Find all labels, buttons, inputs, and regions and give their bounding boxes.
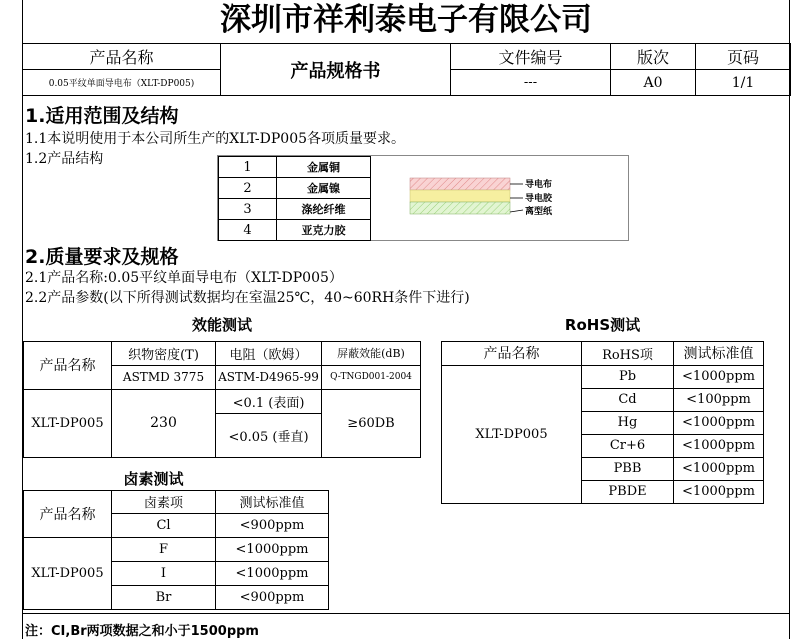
structure-table: [218, 156, 371, 241]
spec-title: 产品规格书: [221, 44, 451, 96]
layer-name: 金属镍: [277, 178, 371, 199]
rohs-item: Cd: [582, 388, 674, 411]
rohs-product: XLT-DP005: [442, 365, 582, 503]
rohs-header-standard: 测试标准值: [674, 341, 764, 365]
label-cloth: 导电布: [525, 180, 553, 190]
section2-line1: 2.1产品名称:0.05平纹单面导电布（XLT-DP005）: [25, 270, 343, 286]
halogen-value: <1000ppm: [216, 537, 329, 561]
rohs-value: <1000ppm: [674, 411, 764, 434]
halogen-item: F: [112, 537, 216, 561]
rohs-item: Cr+6: [582, 434, 674, 457]
section1-line1: 1.1本说明使用于本公司所生产的XLT-DP005各项质量要求。: [25, 131, 406, 147]
version-label: 版次: [611, 44, 696, 70]
layer-name: 金属铜: [277, 157, 371, 178]
halogen-header-product: 产品名称: [24, 490, 112, 537]
halogen-header-item: 卤素项: [112, 490, 216, 513]
halogen-value: <900ppm: [216, 585, 329, 609]
perf-header-shielding: 屏蔽效能(dB): [322, 341, 421, 365]
company-title: 深圳市祥利泰电子有限公司: [220, 2, 592, 38]
perf-res-vertical: <0.05 (垂直): [216, 413, 322, 457]
note-text: 注：CI,Br两项数据之和小于1500ppm: [25, 624, 259, 639]
halogen-item: Br: [112, 585, 216, 609]
halogen-title: 卤素测试: [123, 469, 184, 488]
section1-title: 1.适用范围及结构: [25, 105, 179, 127]
section2-title: 2.质量要求及规格: [25, 246, 179, 268]
layer-diagram: [405, 172, 585, 222]
rohs-value: <1000ppm: [674, 480, 764, 503]
perf-product: XLT-DP005: [24, 389, 112, 457]
perf-header-resistance: 电阻（欧姆）: [216, 341, 322, 365]
performance-title: 效能测试: [24, 308, 421, 341]
perf-header-density: 织物密度(T): [112, 341, 216, 365]
conductive-cloth-layer: [410, 178, 510, 190]
performance-table: [23, 308, 421, 458]
layer-no: 4: [219, 220, 277, 241]
rohs-header-item: RoHS项: [582, 341, 674, 365]
layer-name: 亚克力胶: [277, 220, 371, 241]
header-table: [22, 43, 791, 96]
rohs-value: <100ppm: [674, 388, 764, 411]
perf-std-density: ASTMD 3775: [112, 365, 216, 389]
halogen-table: [23, 467, 329, 610]
rohs-header-product: 产品名称: [442, 341, 582, 365]
halogen-item: I: [112, 561, 216, 585]
layer-no: 3: [219, 199, 277, 220]
layer-no: 1: [219, 157, 277, 178]
section2-line2: 2.2产品参数(以下所得测试数据均在室温25℃，40~60RH条件下进行): [25, 290, 470, 306]
page-value: 1/1: [696, 70, 791, 96]
rohs-value: <1000ppm: [674, 434, 764, 457]
perf-std-resistance: ASTM-D4965-99: [216, 365, 322, 389]
label-glue: 导电胶: [525, 194, 553, 204]
rohs-item: Hg: [582, 411, 674, 434]
rohs-item: PBB: [582, 457, 674, 480]
perf-header-product: 产品名称: [24, 341, 112, 389]
release-liner-layer: [410, 202, 510, 214]
rohs-item: PBDE: [582, 480, 674, 503]
layer-no: 2: [219, 178, 277, 199]
label-liner: 离型纸: [525, 207, 553, 217]
halogen-title-spacer: [24, 467, 112, 490]
product-name-label: 产品名称: [23, 44, 221, 70]
version-value: A0: [611, 70, 696, 96]
rohs-value: <1000ppm: [674, 365, 764, 388]
halogen-item: Cl: [112, 513, 216, 537]
layer-name: 涤纶纤维: [277, 199, 371, 220]
rohs-table: [441, 308, 764, 504]
rohs-title: RoHS测试: [442, 308, 764, 341]
halogen-value: <1000ppm: [216, 561, 329, 585]
conductive-glue-layer: [410, 190, 510, 202]
halogen-header-standard: 测试标准值: [216, 490, 329, 513]
perf-std-shielding: Q-TNGD001-2004: [322, 365, 421, 389]
perf-res-surface: <0.1 (表面): [216, 389, 322, 413]
perf-shielding: ≥60DB: [322, 389, 421, 457]
page-label: 页码: [696, 44, 791, 70]
doc-no-value: ---: [451, 70, 611, 96]
rohs-item: Pb: [582, 365, 674, 388]
section1-line2: 1.2产品结构: [25, 151, 104, 167]
doc-no-label: 文件编号: [451, 44, 611, 70]
perf-density: 230: [112, 389, 216, 457]
product-name-value: 0.05平纹单面导电布（XLT-DP005): [23, 70, 221, 96]
halogen-product: XLT-DP005: [24, 537, 112, 609]
note-divider: [22, 613, 790, 614]
halogen-value: <900ppm: [216, 513, 329, 537]
rohs-value: <1000ppm: [674, 457, 764, 480]
